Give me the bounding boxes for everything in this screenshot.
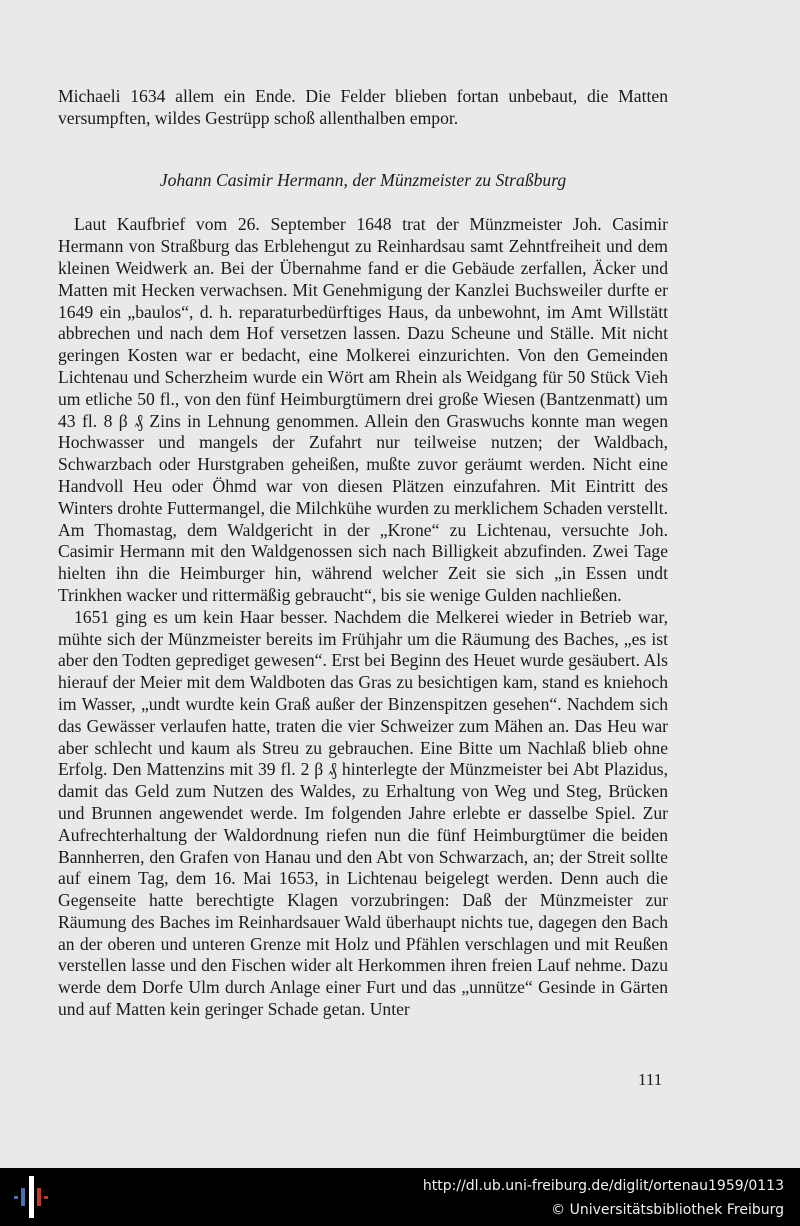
section-heading: Johann Casimir Hermann, der Münzmeister zu Straßburg — [159, 169, 567, 190]
body-text — [58, 86, 668, 1021]
paragraph-2: 1651 ging es um kein Haar besser. Nachdem die Melkerei wieder in Betrieb war, mühte sich der Münzmeister bereits im Frühjahr um die Räumung des Baches, „es ist aber den Todten geprediget gewesen“. Erst bei Beginn des Heuet wurde gesäubert. Als hierauf der Meier mit dem Waldboten das Gras zu besichtigen kam, stand es kniehoch im Wasser, „undt wurdte kein Graß außer der Binzenspitzen gesehen“. Nachdem sich das Gewässer verlaufen hatte, traten die vier Schweizer zum Mähen an. Das Heu war aber schlecht und kaum als Streu zu gebrauchen. Eine Bitte um Nachlaß blieb ohne Erfolg. Den Mattenzins mit 39 fl. 2 β ₰ hinterlegte der Münzmeister bei Abt Plazidus, damit das Geld zum Nutzen des Waldes, zu Erhaltung von Weg und Steg, Brücken und Brunnen angewendet werde. Im folgenden Jahre erlebte er dasselbe Spiel. Zur Aufrechterhaltung der Waldordnung riefen nun die fünf Heimburgtümer die beiden Bannherren, den Grafen von Hanau und den Abt von Schwarzach, an; der Streit sollte auf einem Tag, dem 16. Mai 1653, in Lichtenau beigelegt werden. Denn auch die Gegenseite hatte berechtigte Klagen vorzubringen: Daß der Münzmeister zur Räumung des Baches im Reinhardsauer Wald überhaupt nichts tue, dagegen den Bach an der oberen und unteren Grenze mit Holz und Pfählen verschlagen und mit Reußen verstellen lasse und den Fischen wider alt Herkommen ihren freien Lauf nehme. Dazu werde dem Dorfe Ulm durch Anlage einer Furt und das „unnütze“ Gesinde in Gärten und auf Matten kein geringer Schade getan. Unter — [58, 606, 668, 1020]
library-footer — [0, 1168, 800, 1226]
copyright-notice: © Universitätsbibliothek Freiburg — [551, 1202, 784, 1218]
intro-paragraph: Michaeli 1634 allem ein Ende. Die Felder blieben fortan unbebaut, die Matten versumpften, wildes Gestrüpp schoß allenthalben empor. — [58, 86, 668, 128]
source-url-link[interactable]: http://dl.ub.uni-freiburg.de/diglit/ortenau1959/0113 — [422, 1178, 784, 1194]
library-logo-icon — [12, 1174, 52, 1220]
paragraph-1: Laut Kaufbrief vom 26. September 1648 trat der Münzmeister Joh. Casimir Hermann von Straßburg das Erblehengut zu Reinhardsau samt Zehntfreiheit und dem kleinen Weidwerk an. Bei der Übernahme fand er die Gebäude zerfallen, Äcker und Matten mit Hecken verwachsen. Mit Genehmigung der Kanzlei Buchsweiler durfte er 1649 ein „baulos“, d. h. reparaturbedürftiges Haus, da unbewohnt, im Amt Willstätt abbrechen und nach dem Hof versetzen lassen. Dazu Scheune und Ställe. Mit nicht geringen Kosten war er bedacht, eine Molkerei einzurichten. Von den Gemeinden Lichtenau und Scherzheim wurde ein Wört am Rhein als Weidgang für 50 Stück Vieh um etliche 50 fl., von den fünf Heimburgtümern drei große Wiesen (Bantzenmatt) um 43 fl. 8 β ₰ Zins in Lehnung genommen. Allein den Graswuchs konnte man wegen Hochwasser und mangels der Zufahrt nur teilweise nutzen; der Waldbach, Schwarzbach oder Hurstgraben geheißen, mußte zuvor geräumt werden. Nicht eine Handvoll Heu oder Öhmd war von diesen Plätzen einzufahren. Mit Eintritt des Winters drohte Futtermangel, die Milchkühe wurden zu merklichem Schaden verstellt. Am Thomastag, dem Waldgericht in der „Krone“ zu Lichtenau, versuchte Joh. Casimir Hermann mit den Waldgenossen sich nach Billigkeit abzufinden. Zwei Tage hielten ihn die Heimburger hin, während welcher Zeit sie sich „in Essen undt Trinkhen wacker und rittermäßig gebraucht“, bis sie wenige Gulden nachließen. — [58, 214, 668, 605]
page-number: 111 — [638, 1070, 663, 1089]
